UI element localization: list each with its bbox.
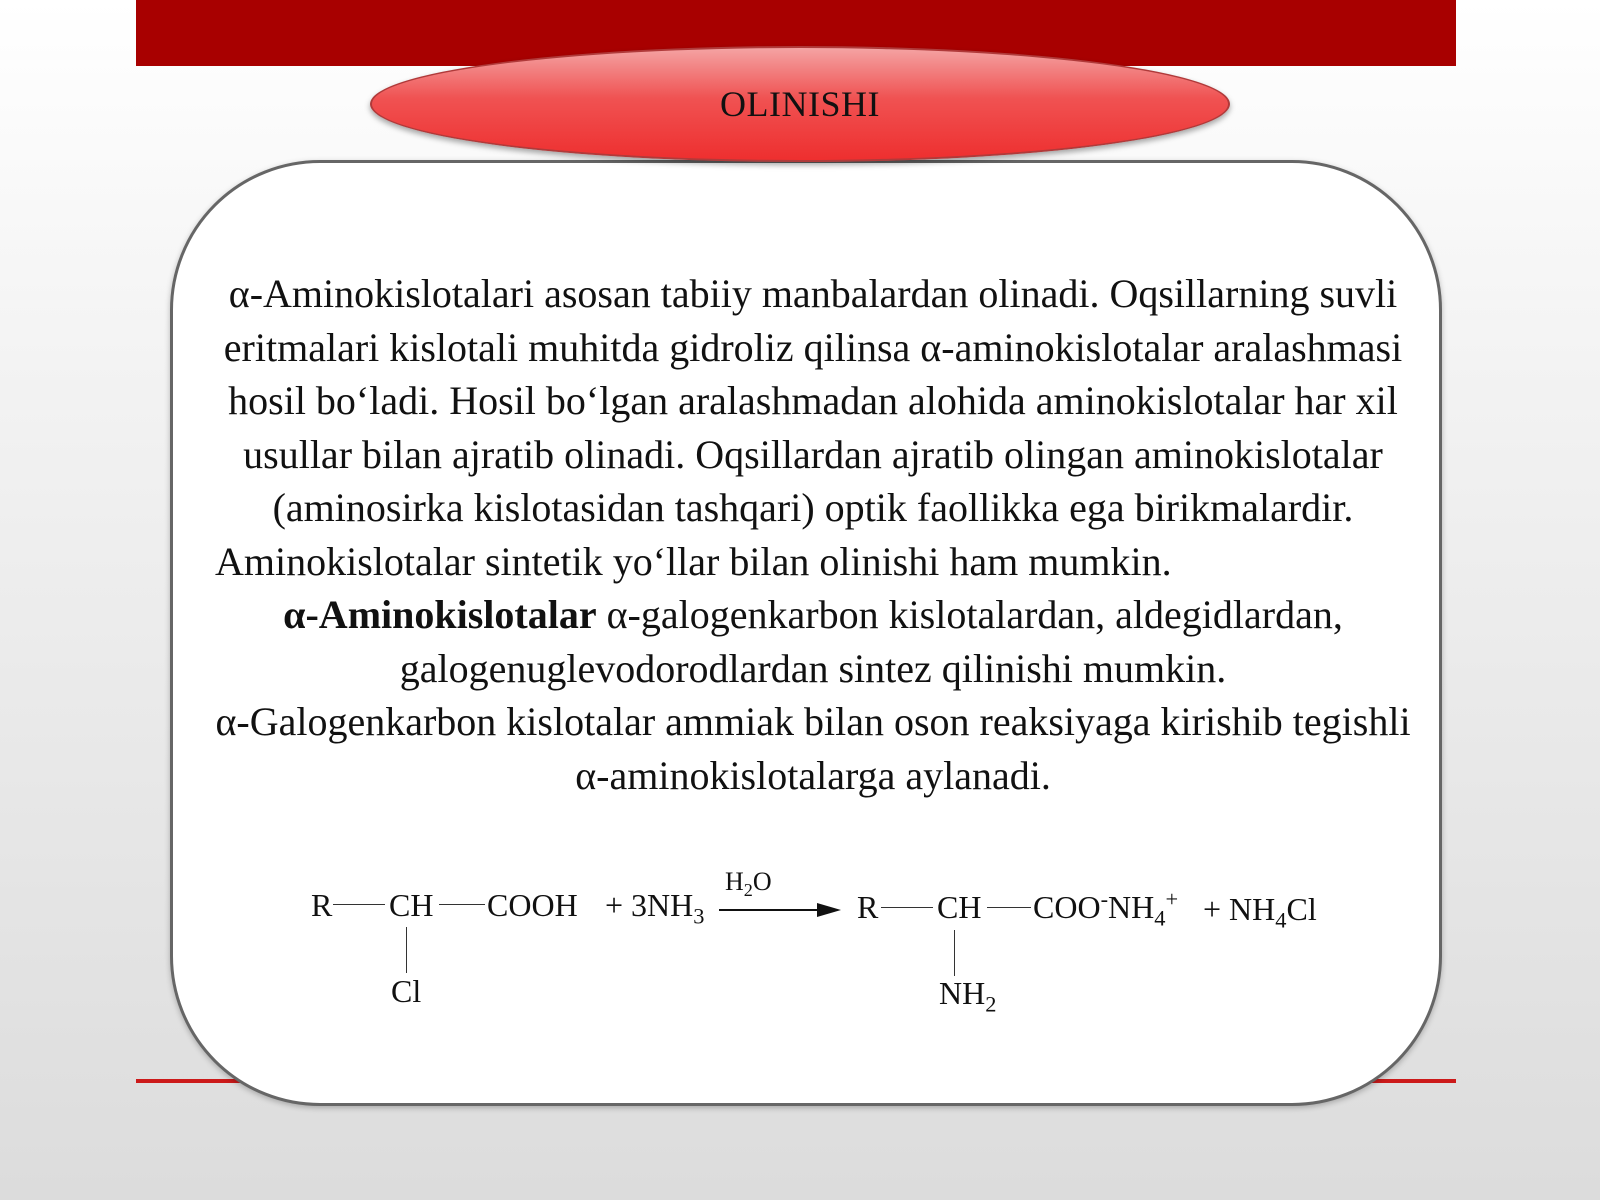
byproduct-nh4cl: + $NH_4Cl$: [1203, 891, 1317, 933]
reactant-cooh: COOH: [487, 887, 578, 923]
reagent-nh3: + $3NH_3$: [605, 887, 705, 929]
paragraph-ammonia: α-Galogenkarbon kislotalar ammiak bilan oson reaksiyaga kirishib tegishli α-aminokislotalarga aylanadi.: [215, 699, 1411, 798]
paragraph-intro: α-Aminokislotalari asosan tabiiy manbalardan olinadi. Oqsillarning suvli eritmalari kislotali muhitda gidroliz qilinsa α-aminokislotalar aralashmasi hosil bo‘ladi. Hosil bo‘lgan aralashmadan alohida aminokislotalar har xil usullar bilan ajratib olinadi. Oqsillardan ajratib olingan aminokislotalar (aminosirka kislotasidan tashqari) optik faollikka ega birikmalardir.: [223, 271, 1403, 530]
product-nh2: $NH_2$: [939, 975, 997, 1017]
reactant-ch: CH: [389, 887, 434, 923]
product-ch: CH: [937, 889, 982, 925]
title-banner: [370, 46, 1230, 162]
paragraph-synthetic: Aminokislotalar sintetik yo‘llar bilan olinishi ham mumkin.: [215, 538, 1172, 584]
bond: [333, 904, 385, 905]
bond: [881, 907, 933, 908]
reactant-r: R: [311, 887, 333, 923]
reactant-cl: Cl: [391, 973, 422, 1009]
content-card: [170, 160, 1442, 1106]
reaction-arrow: [719, 909, 819, 911]
paragraph-sources-text: α-galogenkarbon kislotalardan, aldegidlardan, galogenuglevodorodlardan sintez qilinishi mumkin.: [399, 592, 1343, 691]
product-r: R: [857, 889, 879, 925]
bold-term: α-Aminokislotalar: [283, 592, 597, 637]
bond: [987, 907, 1031, 908]
bond: [406, 927, 407, 973]
slide-title: OLINISHI: [720, 84, 880, 124]
reaction-condition: $H_2O$: [725, 867, 772, 901]
bond: [439, 904, 485, 905]
reaction-equation: [173, 163, 1445, 1109]
product-coo-nh4: $COO^-NH_4^+$: [1033, 886, 1179, 931]
arrow-head: [817, 903, 841, 917]
bond: [954, 930, 955, 976]
